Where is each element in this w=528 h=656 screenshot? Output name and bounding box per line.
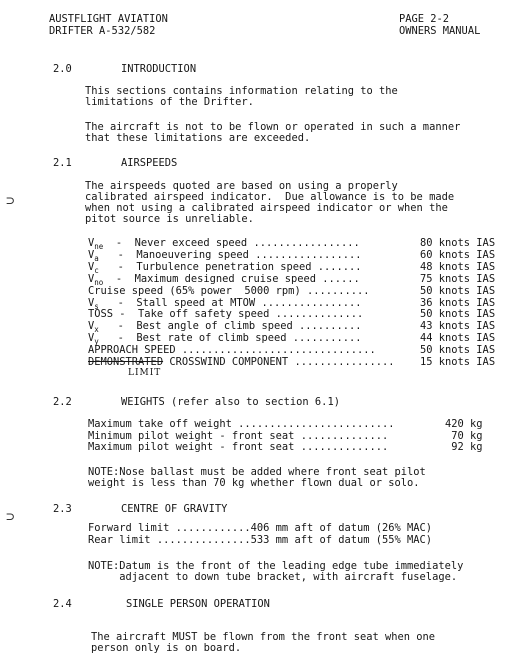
intro-paragraph-line: that these limitations are exceeded. xyxy=(85,132,311,144)
intro-paragraph-line: The aircraft is not to be flown or operated in such a manner xyxy=(85,121,461,133)
cg-forward-limit: Forward limit ............406 mm aft of datum (26% MAC) xyxy=(88,522,433,534)
airspeed-row xyxy=(88,332,362,347)
airspeed-row xyxy=(88,262,362,273)
airspeed-subscript: c xyxy=(94,265,99,275)
airspeed-row xyxy=(88,345,376,356)
airspeed-symbol: V xyxy=(88,320,95,333)
spacer xyxy=(99,320,118,332)
airspeed-subscript: y xyxy=(94,337,99,347)
airspeed-symbol: Cruise speed (65% power 5000 rpm) xyxy=(88,284,301,297)
header-company: AUSTFLIGHT AVIATION xyxy=(49,13,168,25)
spacer xyxy=(103,273,116,285)
airspeed-description: - Manoeuvering speed ................. xyxy=(117,248,362,261)
section-title-weights: WEIGHTS (refer also to section 6.1) xyxy=(121,396,340,408)
section-title-airspeeds: AIRSPEEDS xyxy=(121,157,178,169)
airspeed-value: 44 knots IAS xyxy=(420,332,496,345)
airspeed-row xyxy=(88,250,362,261)
weights-note-line: NOTE:Nose ballast must be added where front seat pilot xyxy=(88,466,426,478)
airspeed-value: 60 knots IAS xyxy=(420,248,496,261)
section-title-centre-of-gravity: CENTRE OF GRAVITY xyxy=(121,503,228,515)
single-person-paragraph-line: The aircraft MUST be flown from the front seat when one xyxy=(91,631,436,643)
weight-label: Minimum pilot weight - front seat .............. xyxy=(88,430,389,442)
airspeed-value: 50 knots IAS xyxy=(420,308,496,321)
single-person-paragraph-line: person only is on board. xyxy=(91,642,242,654)
section-number-2-1: 2.1 xyxy=(53,157,72,169)
section-number-2-0: 2.0 xyxy=(53,63,72,75)
section-title-single-person-operation: SINGLE PERSON OPERATION xyxy=(126,598,270,610)
spacer xyxy=(103,237,116,249)
weights-note-line: weight is less than 70 kg whether flown dual or solo. xyxy=(88,477,420,489)
margin-mark: ⊃ xyxy=(6,193,15,209)
airspeed-description: ............................... xyxy=(175,344,376,357)
airspeed-symbol: V xyxy=(88,296,95,309)
intro-paragraph-line: limitations of the Drifter. xyxy=(85,96,254,108)
weight-label: Maximum take off weight ......................... xyxy=(88,418,395,430)
airspeed-description: - Never exceed speed ................. xyxy=(115,237,360,249)
handwritten-correction: LIMIT xyxy=(128,368,162,378)
section-number-2-2: 2.2 xyxy=(53,396,72,408)
airspeeds-paragraph-line: The airspeeds quoted are based on using a properly xyxy=(85,180,398,192)
airspeeds-paragraph-line: when not using a calibrated airspeed indicator or when the xyxy=(85,202,448,214)
airspeed-subscript: x xyxy=(94,325,99,335)
airspeed-row xyxy=(88,320,362,335)
margin-mark: ⊃ xyxy=(6,509,15,525)
crosswind-row xyxy=(88,357,395,368)
airspeed-value: 50 knots IAS xyxy=(420,344,496,357)
airspeed-value: 75 knots IAS xyxy=(420,272,496,285)
section-number-2-3: 2.3 xyxy=(53,503,72,515)
airspeed-symbol: V xyxy=(88,237,95,249)
spacer xyxy=(99,332,118,344)
section-number-2-4: 2.4 xyxy=(53,598,72,610)
airspeed-row xyxy=(88,309,363,320)
airspeed-value: 50 knots IAS xyxy=(420,284,496,297)
airspeed-subscript: s xyxy=(94,301,99,311)
crosswind-label: CROSSWIND COMPONENT ................ xyxy=(163,356,395,368)
airspeed-value: 36 knots IAS xyxy=(420,296,496,309)
airspeed-description: - Stall speed at MTOW ................ xyxy=(117,296,362,309)
spacer xyxy=(99,249,118,261)
airspeed-symbol: V xyxy=(88,272,95,285)
airspeed-value: 43 knots IAS xyxy=(420,320,496,333)
airspeed-description: - Best angle of climb speed .......... xyxy=(117,320,362,333)
weight-value: 420 kg xyxy=(445,418,483,430)
airspeed-symbol: V xyxy=(88,248,95,261)
airspeed-value: 80 knots IAS xyxy=(420,237,496,249)
header-model: DRIFTER A-532/582 xyxy=(49,25,156,37)
airspeed-row xyxy=(88,298,362,309)
spacer xyxy=(99,297,118,309)
spacer xyxy=(99,261,118,273)
airspeed-description: .......... xyxy=(300,284,370,297)
airspeed-symbol: APPROACH SPEED xyxy=(88,344,176,357)
crosswind-struck-word: DEMONSTRATED xyxy=(88,356,164,368)
cg-note-line: adjacent to down tube bracket, with aircraft fuselage. xyxy=(88,571,458,583)
airspeed-description: - Turbulence penetration speed ....... xyxy=(117,260,362,273)
airspeed-row xyxy=(88,274,360,285)
airspeed-description: - Best rate of climb speed ........... xyxy=(117,332,362,345)
crosswind-value: 15 knots IAS xyxy=(420,356,496,368)
cg-note-line: NOTE:Datum is the front of the leading edge tube immediately xyxy=(88,560,464,572)
header-page: PAGE 2-2 xyxy=(399,13,450,25)
airspeeds-paragraph-line: pitot source is unreliable. xyxy=(85,213,254,225)
weight-label: Maximum pilot weight - front seat .............. xyxy=(88,441,389,453)
airspeed-subscript: no xyxy=(94,277,104,287)
section-title-introduction: INTRODUCTION xyxy=(121,63,197,75)
airspeed-description: - Take off safety speed .............. xyxy=(113,308,364,321)
airspeed-subscript: ne xyxy=(94,242,104,252)
airspeed-symbol: TOSS xyxy=(88,308,114,321)
airspeed-description: - Maximum designed cruise speed ...... xyxy=(115,272,360,285)
weight-value: 92 kg xyxy=(445,441,483,453)
airspeed-row xyxy=(88,237,360,252)
weight-value: 70 kg xyxy=(445,430,483,442)
airspeed-value: 48 knots IAS xyxy=(420,260,496,273)
airspeed-subscript: a xyxy=(94,253,99,263)
airspeeds-paragraph-line: calibrated airspeed indicator. Due allowance is to be made xyxy=(85,191,455,203)
airspeed-symbol: V xyxy=(88,332,95,345)
cg-rear-limit: Rear limit ...............533 mm aft of datum (55% MAC) xyxy=(88,534,433,546)
airspeed-symbol: V xyxy=(88,260,95,273)
header-manual: OWNERS MANUAL xyxy=(399,25,481,37)
airspeed-row xyxy=(88,286,370,297)
intro-paragraph-line: This sections contains information relating to the xyxy=(85,85,398,97)
